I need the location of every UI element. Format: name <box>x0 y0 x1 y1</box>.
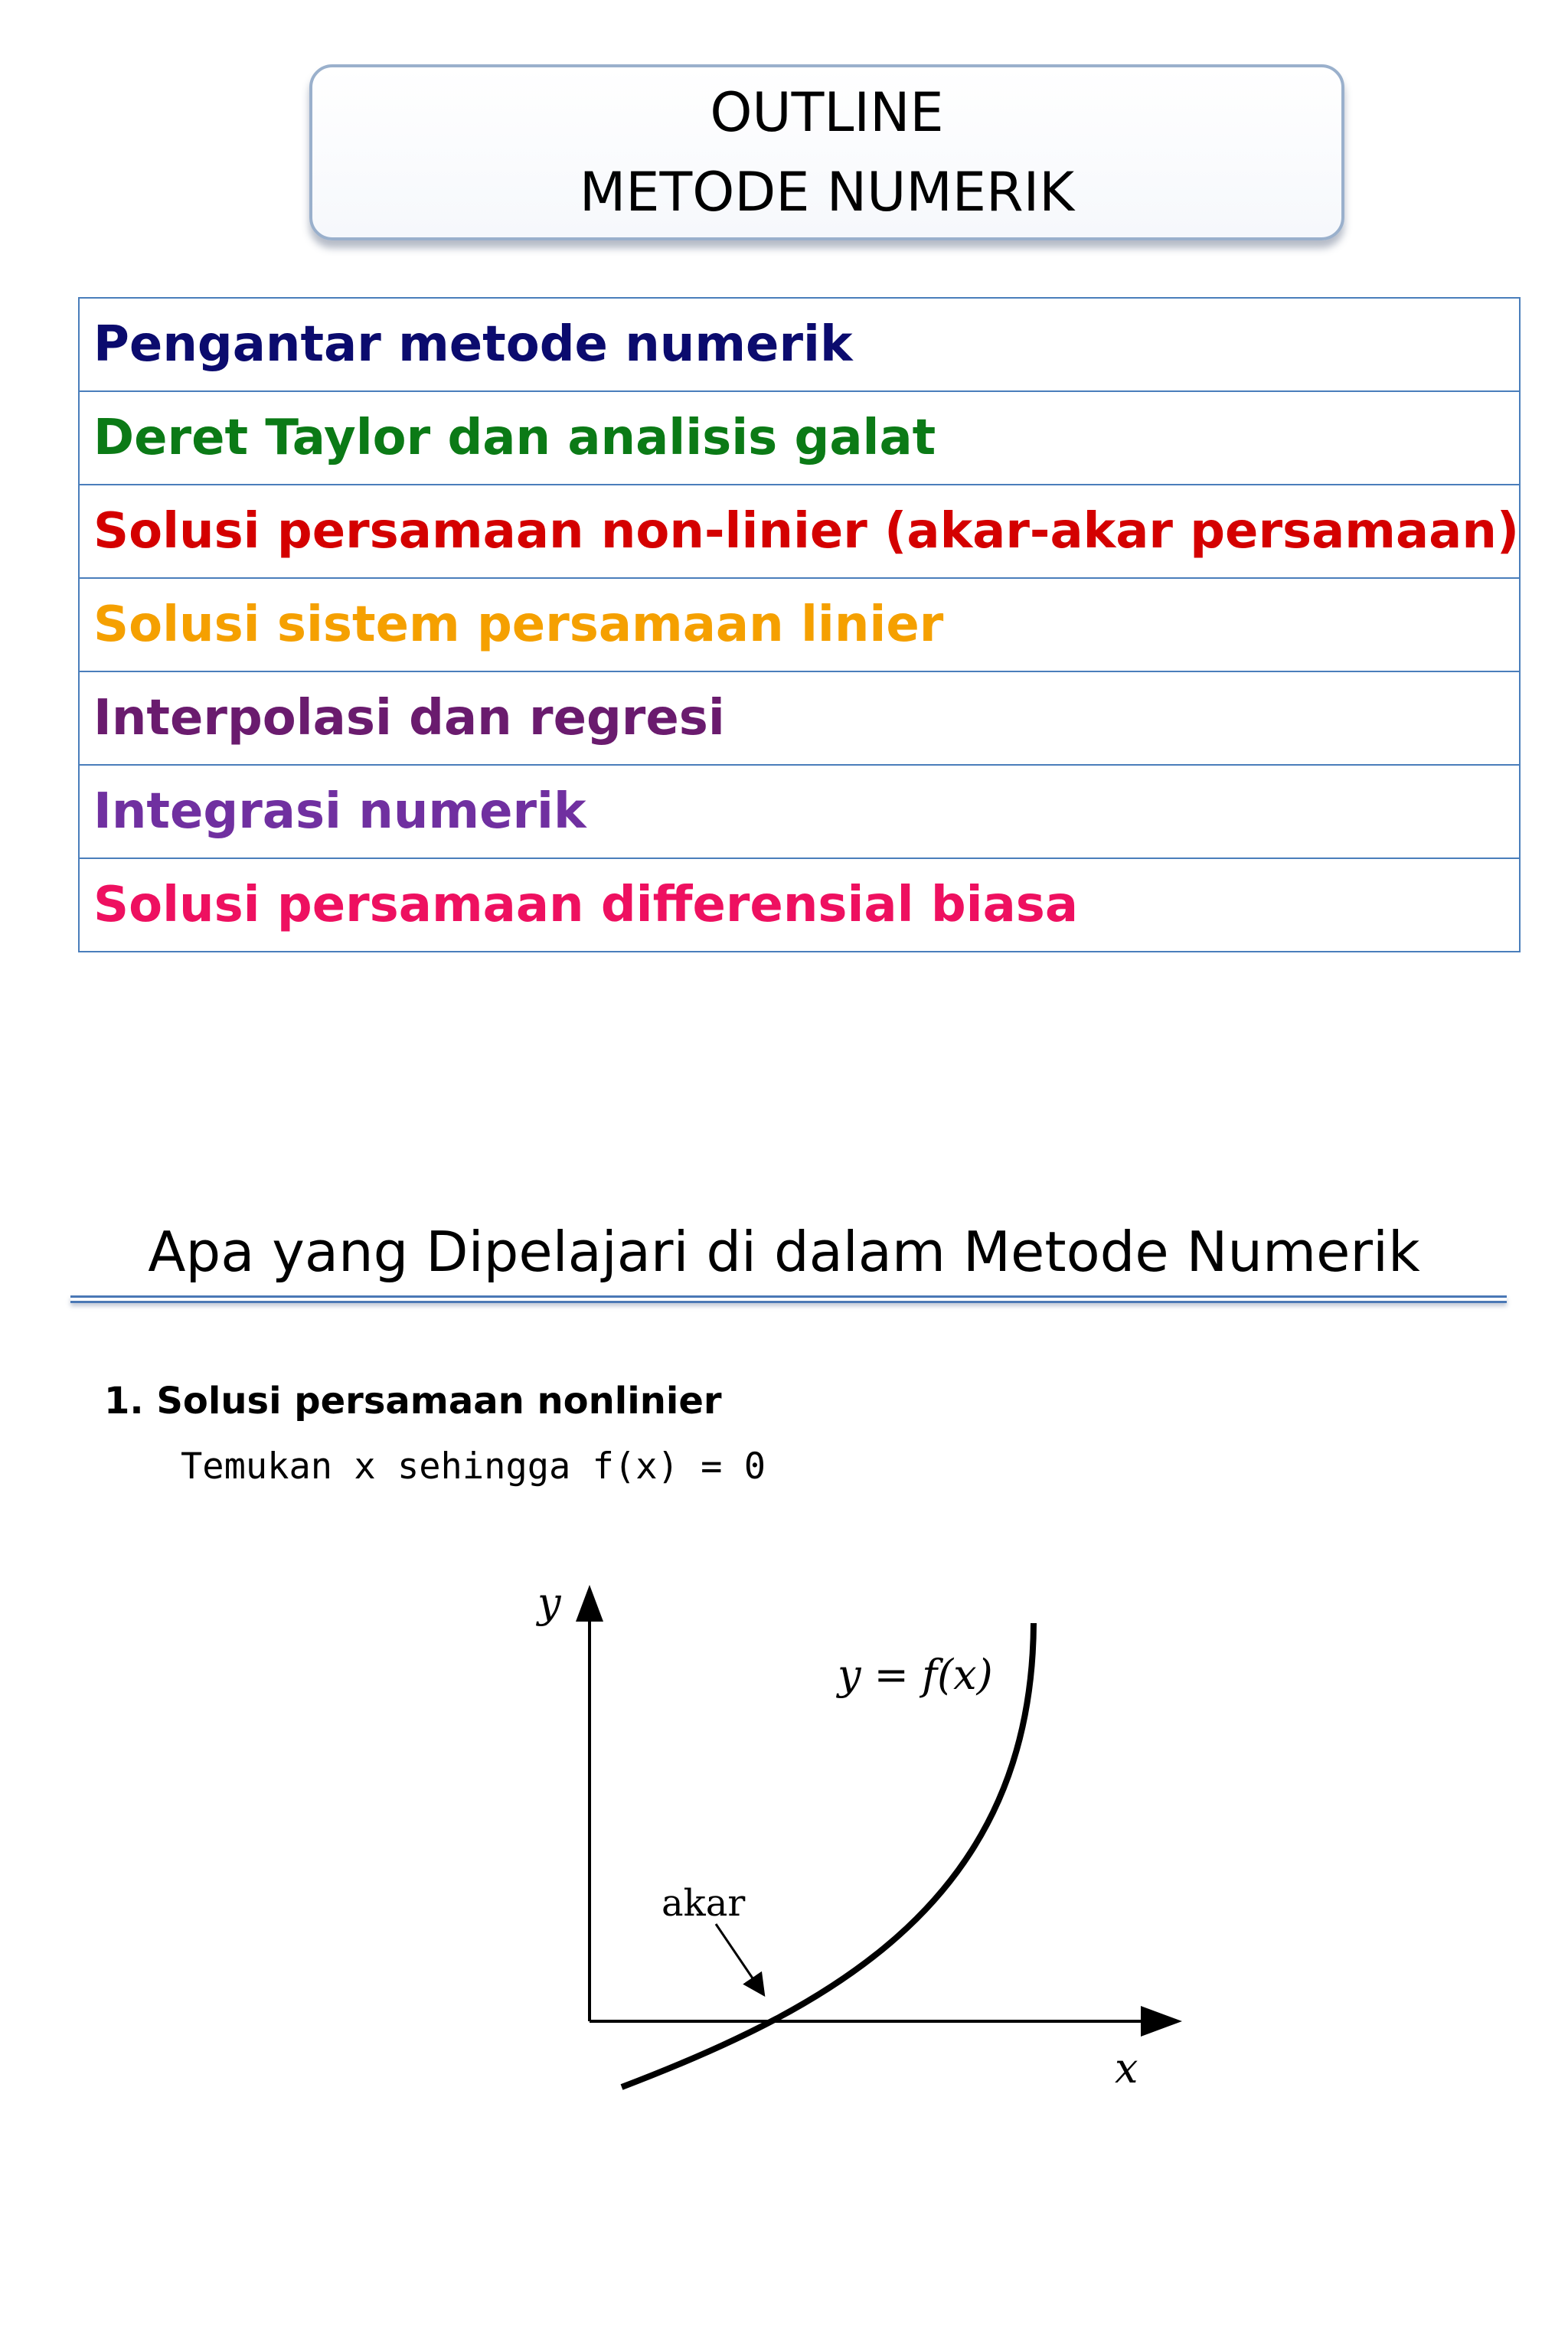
curve-label: y = f(x) <box>838 1651 993 1699</box>
outline-item-5: Interpolasi dan regresi <box>79 671 1520 765</box>
outline-item-4: Solusi sistem persamaan linier <box>79 578 1520 671</box>
section-heading: Apa yang Dipelajari di dalam Metode Numerik <box>148 1220 1420 1284</box>
outline-item-2: Deret Taylor dan analisis galat <box>79 391 1520 485</box>
root-label: akar <box>662 1882 746 1925</box>
x-axis-arrow-icon <box>1141 2006 1182 2037</box>
outline-item-1: Pengantar metode numerik <box>79 298 1520 391</box>
y-axis-arrow-icon <box>576 1585 603 1622</box>
outline-item-6: Integrasi numerik <box>79 765 1520 858</box>
topic-title: 1. Solusi persamaan nonlinier <box>104 1380 722 1423</box>
x-axis-label: x <box>1115 2044 1138 2092</box>
outline-item-3: Solusi persamaan non-linier (akar-akar persamaan) <box>79 485 1520 578</box>
topic-description: Temukan x sehingga f(x) = 0 <box>181 1446 766 1488</box>
y-axis-label: y <box>537 1579 561 1627</box>
root-pointer-arrow <box>716 1924 763 1993</box>
outline-title: OUTLINE <box>710 81 944 144</box>
outline-item-7: Solusi persamaan differensial biasa <box>79 858 1520 952</box>
outline-subtitle: METODE NUMERIK <box>579 161 1075 224</box>
